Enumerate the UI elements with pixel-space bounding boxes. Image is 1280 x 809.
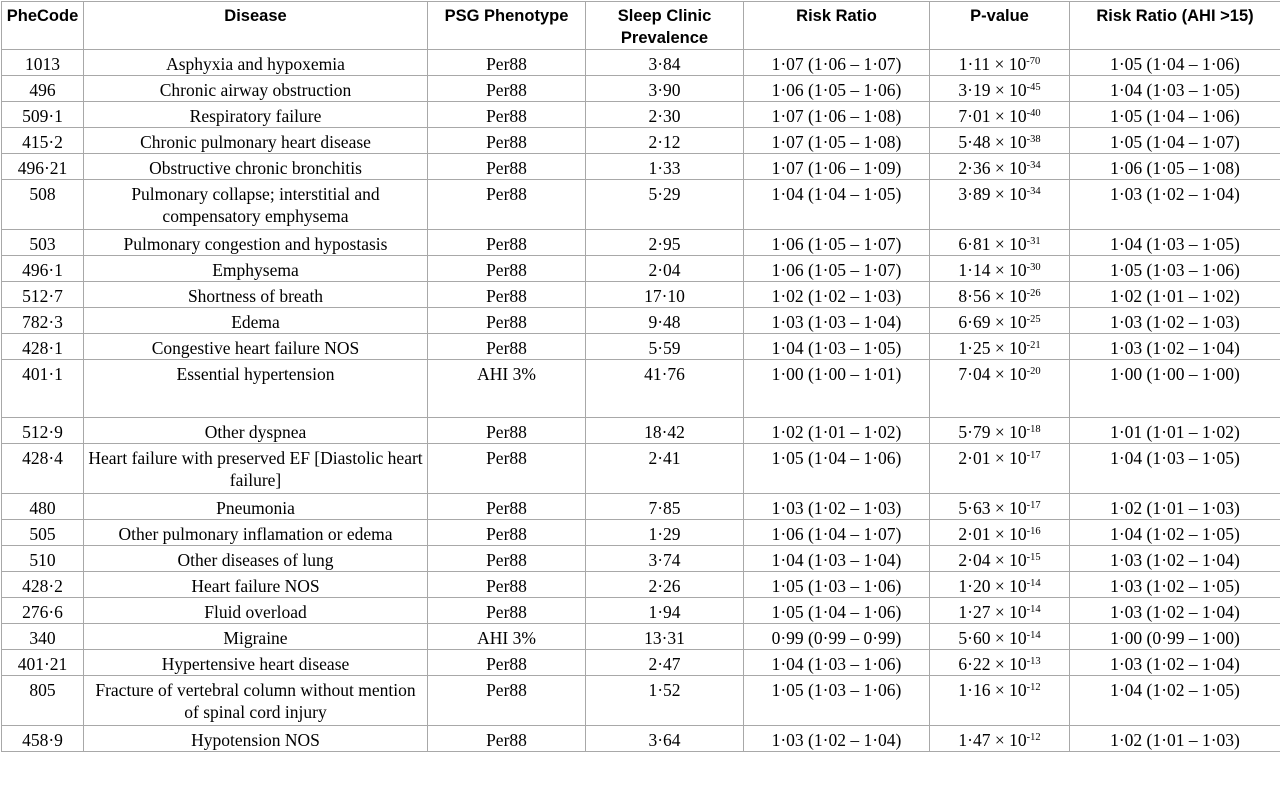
p-value-exponent: -45 bbox=[1027, 82, 1041, 93]
p-value-exponent: -40 bbox=[1027, 108, 1041, 119]
p-value-mantissa: 6·22 × 10 bbox=[958, 654, 1026, 674]
cell-risk-ratio-ahi15: 1·04 (1·03 – 1·05) bbox=[1070, 444, 1280, 494]
cell-risk-ratio-ahi15: 1·03 (1·02 – 1·03) bbox=[1070, 308, 1280, 334]
cell-psg-phenotype: Per88 bbox=[428, 572, 586, 598]
cell-phecode: 496 bbox=[2, 76, 84, 102]
cell-psg-phenotype: Per88 bbox=[428, 308, 586, 334]
cell-phecode: 458·9 bbox=[2, 726, 84, 752]
p-value-exponent: -14 bbox=[1027, 578, 1041, 589]
p-value-exponent: -31 bbox=[1027, 236, 1041, 247]
cell-risk-ratio: 1·06 (1·05 – 1·07) bbox=[744, 230, 930, 256]
cell-risk-ratio-ahi15: 1·03 (1·02 – 1·05) bbox=[1070, 572, 1280, 598]
cell-risk-ratio-ahi15: 1·02 (1·01 – 1·03) bbox=[1070, 494, 1280, 520]
cell-risk-ratio-ahi15: 1·03 (1·02 – 1·04) bbox=[1070, 334, 1280, 360]
cell-disease: Other pulmonary inflamation or edema bbox=[84, 520, 428, 546]
p-value-exponent: -38 bbox=[1027, 134, 1041, 145]
cell-risk-ratio-ahi15: 1·05 (1·03 – 1·06) bbox=[1070, 256, 1280, 282]
cell-risk-ratio: 1·06 (1·04 – 1·07) bbox=[744, 520, 930, 546]
p-value-mantissa: 5·63 × 10 bbox=[958, 498, 1026, 518]
cell-prevalence: 3·84 bbox=[586, 50, 744, 76]
table-row bbox=[2, 282, 1280, 308]
col-header-phecode: PheCode bbox=[2, 2, 84, 50]
cell-disease: Asphyxia and hypoxemia bbox=[84, 50, 428, 76]
cell-phecode: 805 bbox=[2, 676, 84, 726]
cell-risk-ratio: 1·06 (1·05 – 1·06) bbox=[744, 76, 930, 102]
cell-risk-ratio-ahi15: 1·03 (1·02 – 1·04) bbox=[1070, 546, 1280, 572]
cell-risk-ratio: 1·03 (1·02 – 1·03) bbox=[744, 494, 930, 520]
cell-disease: Essential hypertension bbox=[84, 360, 428, 418]
p-value-mantissa: 6·81 × 10 bbox=[958, 234, 1026, 254]
table-row bbox=[2, 598, 1280, 624]
cell-prevalence: 3·90 bbox=[586, 76, 744, 102]
cell-phecode: 428·2 bbox=[2, 572, 84, 598]
cell-disease: Hypertensive heart disease bbox=[84, 650, 428, 676]
cell-risk-ratio-ahi15: 1·03 (1·02 – 1·04) bbox=[1070, 650, 1280, 676]
cell-psg-phenotype: Per88 bbox=[428, 50, 586, 76]
cell-phecode: 480 bbox=[2, 494, 84, 520]
table-row bbox=[2, 308, 1280, 334]
table-row bbox=[2, 726, 1280, 752]
cell-risk-ratio: 1·02 (1·01 – 1·02) bbox=[744, 418, 930, 444]
cell-p-value bbox=[930, 180, 1070, 230]
p-value-mantissa: 1·47 × 10 bbox=[958, 730, 1026, 750]
cell-disease: Congestive heart failure NOS bbox=[84, 334, 428, 360]
cell-disease: Other diseases of lung bbox=[84, 546, 428, 572]
cell-psg-phenotype: Per88 bbox=[428, 444, 586, 494]
cell-risk-ratio-ahi15: 1·02 (1·01 – 1·02) bbox=[1070, 282, 1280, 308]
col-header-risk-ratio: Risk Ratio bbox=[744, 2, 930, 50]
table-row bbox=[2, 444, 1280, 494]
cell-psg-phenotype: Per88 bbox=[428, 282, 586, 308]
cell-phecode: 512·9 bbox=[2, 418, 84, 444]
p-value-exponent: -14 bbox=[1027, 630, 1041, 641]
cell-phecode: 503 bbox=[2, 230, 84, 256]
cell-disease: Respiratory failure bbox=[84, 102, 428, 128]
cell-psg-phenotype: Per88 bbox=[428, 128, 586, 154]
table-row bbox=[2, 230, 1280, 256]
cell-psg-phenotype: Per88 bbox=[428, 650, 586, 676]
p-value-mantissa: 1·20 × 10 bbox=[958, 576, 1026, 596]
cell-risk-ratio: 1·05 (1·03 – 1·06) bbox=[744, 676, 930, 726]
p-value-mantissa: 7·01 × 10 bbox=[958, 106, 1026, 126]
cell-p-value bbox=[930, 128, 1070, 154]
cell-prevalence: 2·26 bbox=[586, 572, 744, 598]
cell-risk-ratio: 1·04 (1·03 – 1·05) bbox=[744, 334, 930, 360]
cell-phecode: 401·1 bbox=[2, 360, 84, 418]
cell-psg-phenotype: AHI 3% bbox=[428, 360, 586, 418]
table-row bbox=[2, 334, 1280, 360]
p-value-mantissa: 2·36 × 10 bbox=[958, 158, 1026, 178]
cell-risk-ratio-ahi15: 1·04 (1·03 – 1·05) bbox=[1070, 76, 1280, 102]
table-row bbox=[2, 624, 1280, 650]
cell-disease: Hypotension NOS bbox=[84, 726, 428, 752]
p-value-exponent: -13 bbox=[1027, 656, 1041, 667]
col-header-p-value: P-value bbox=[930, 2, 1070, 50]
cell-disease: Fracture of vertebral column without mention of spinal cord injury bbox=[84, 676, 428, 726]
cell-risk-ratio-ahi15: 1·04 (1·02 – 1·05) bbox=[1070, 520, 1280, 546]
cell-risk-ratio: 1·00 (1·00 – 1·01) bbox=[744, 360, 930, 418]
cell-phecode: 508 bbox=[2, 180, 84, 230]
cell-prevalence: 2·12 bbox=[586, 128, 744, 154]
cell-disease: Other dyspnea bbox=[84, 418, 428, 444]
p-value-mantissa: 6·69 × 10 bbox=[958, 312, 1026, 332]
p-value-mantissa: 1·11 × 10 bbox=[959, 54, 1027, 74]
cell-psg-phenotype: Per88 bbox=[428, 102, 586, 128]
cell-risk-ratio-ahi15: 1·05 (1·04 – 1·07) bbox=[1070, 128, 1280, 154]
cell-phecode: 505 bbox=[2, 520, 84, 546]
cell-risk-ratio: 1·07 (1·06 – 1·08) bbox=[744, 102, 930, 128]
cell-risk-ratio: 1·04 (1·03 – 1·06) bbox=[744, 650, 930, 676]
cell-risk-ratio: 1·07 (1·05 – 1·08) bbox=[744, 128, 930, 154]
cell-risk-ratio: 1·05 (1·04 – 1·06) bbox=[744, 598, 930, 624]
cell-risk-ratio: 1·03 (1·03 – 1·04) bbox=[744, 308, 930, 334]
cell-disease: Obstructive chronic bronchitis bbox=[84, 154, 428, 180]
cell-phecode: 415·2 bbox=[2, 128, 84, 154]
cell-p-value bbox=[930, 624, 1070, 650]
p-value-exponent: -70 bbox=[1026, 56, 1040, 67]
cell-disease: Pneumonia bbox=[84, 494, 428, 520]
p-value-exponent: -34 bbox=[1027, 160, 1041, 171]
cell-prevalence: 1·29 bbox=[586, 520, 744, 546]
cell-p-value bbox=[930, 230, 1070, 256]
cell-risk-ratio: 1·04 (1·03 – 1·04) bbox=[744, 546, 930, 572]
results-table bbox=[1, 1, 1280, 752]
cell-p-value bbox=[930, 598, 1070, 624]
table-row bbox=[2, 546, 1280, 572]
p-value-exponent: -17 bbox=[1027, 450, 1041, 461]
header-row bbox=[2, 2, 1280, 50]
p-value-exponent: -26 bbox=[1027, 288, 1041, 299]
cell-phecode: 496·1 bbox=[2, 256, 84, 282]
col-header-prevalence: Sleep Clinic Prevalence bbox=[586, 2, 744, 50]
cell-prevalence: 3·64 bbox=[586, 726, 744, 752]
p-value-mantissa: 5·48 × 10 bbox=[958, 132, 1026, 152]
p-value-exponent: -14 bbox=[1027, 604, 1041, 615]
cell-prevalence: 2·47 bbox=[586, 650, 744, 676]
cell-risk-ratio: 1·06 (1·05 – 1·07) bbox=[744, 256, 930, 282]
cell-risk-ratio: 1·02 (1·02 – 1·03) bbox=[744, 282, 930, 308]
col-header-disease: Disease bbox=[84, 2, 428, 50]
p-value-mantissa: 3·89 × 10 bbox=[958, 184, 1026, 204]
cell-psg-phenotype: Per88 bbox=[428, 598, 586, 624]
cell-p-value bbox=[930, 334, 1070, 360]
cell-risk-ratio: 1·03 (1·02 – 1·04) bbox=[744, 726, 930, 752]
cell-psg-phenotype: Per88 bbox=[428, 418, 586, 444]
cell-phecode: 276·6 bbox=[2, 598, 84, 624]
cell-prevalence: 1·52 bbox=[586, 676, 744, 726]
cell-p-value bbox=[930, 418, 1070, 444]
p-value-exponent: -12 bbox=[1027, 732, 1041, 743]
table-row bbox=[2, 154, 1280, 180]
cell-risk-ratio: 1·05 (1·03 – 1·06) bbox=[744, 572, 930, 598]
table-row bbox=[2, 520, 1280, 546]
cell-risk-ratio-ahi15: 1·02 (1·01 – 1·03) bbox=[1070, 726, 1280, 752]
cell-p-value bbox=[930, 572, 1070, 598]
p-value-mantissa: 5·60 × 10 bbox=[958, 628, 1026, 648]
cell-prevalence: 13·31 bbox=[586, 624, 744, 650]
cell-psg-phenotype: Per88 bbox=[428, 494, 586, 520]
cell-prevalence: 2·95 bbox=[586, 230, 744, 256]
p-value-exponent: -34 bbox=[1027, 186, 1041, 197]
cell-psg-phenotype: Per88 bbox=[428, 76, 586, 102]
cell-p-value bbox=[930, 546, 1070, 572]
cell-prevalence: 18·42 bbox=[586, 418, 744, 444]
cell-disease: Shortness of breath bbox=[84, 282, 428, 308]
cell-disease: Edema bbox=[84, 308, 428, 334]
cell-p-value bbox=[930, 726, 1070, 752]
cell-p-value bbox=[930, 282, 1070, 308]
cell-phecode: 510 bbox=[2, 546, 84, 572]
p-value-exponent: -21 bbox=[1027, 340, 1041, 351]
cell-risk-ratio-ahi15: 1·05 (1·04 – 1·06) bbox=[1070, 50, 1280, 76]
cell-p-value bbox=[930, 650, 1070, 676]
cell-p-value bbox=[930, 520, 1070, 546]
cell-phecode: 428·4 bbox=[2, 444, 84, 494]
cell-p-value bbox=[930, 50, 1070, 76]
cell-risk-ratio-ahi15: 1·03 (1·02 – 1·04) bbox=[1070, 598, 1280, 624]
cell-prevalence: 5·59 bbox=[586, 334, 744, 360]
cell-prevalence: 2·04 bbox=[586, 256, 744, 282]
p-value-mantissa: 1·27 × 10 bbox=[958, 602, 1026, 622]
table-row bbox=[2, 76, 1280, 102]
p-value-exponent: -12 bbox=[1027, 682, 1041, 693]
cell-disease: Pulmonary congestion and hypostasis bbox=[84, 230, 428, 256]
cell-risk-ratio-ahi15: 1·05 (1·04 – 1·06) bbox=[1070, 102, 1280, 128]
col-header-risk-ratio-ahi15: Risk Ratio (AHI >15) bbox=[1070, 2, 1280, 50]
table-row bbox=[2, 180, 1280, 230]
cell-phecode: 340 bbox=[2, 624, 84, 650]
p-value-mantissa: 3·19 × 10 bbox=[958, 80, 1026, 100]
cell-disease: Heart failure with preserved EF [Diastolic heart failure] bbox=[84, 444, 428, 494]
cell-psg-phenotype: Per88 bbox=[428, 520, 586, 546]
cell-p-value bbox=[930, 444, 1070, 494]
table-row bbox=[2, 128, 1280, 154]
table-row bbox=[2, 572, 1280, 598]
p-value-exponent: -15 bbox=[1027, 552, 1041, 563]
cell-risk-ratio: 1·04 (1·04 – 1·05) bbox=[744, 180, 930, 230]
cell-prevalence: 2·30 bbox=[586, 102, 744, 128]
cell-psg-phenotype: Per88 bbox=[428, 334, 586, 360]
cell-p-value bbox=[930, 76, 1070, 102]
cell-risk-ratio-ahi15: 1·04 (1·02 – 1·05) bbox=[1070, 676, 1280, 726]
cell-prevalence: 5·29 bbox=[586, 180, 744, 230]
cell-disease: Pulmonary collapse; interstitial and compensatory emphysema bbox=[84, 180, 428, 230]
cell-phecode: 782·3 bbox=[2, 308, 84, 334]
cell-risk-ratio-ahi15: 1·03 (1·02 – 1·04) bbox=[1070, 180, 1280, 230]
cell-prevalence: 7·85 bbox=[586, 494, 744, 520]
p-value-mantissa: 5·79 × 10 bbox=[958, 422, 1026, 442]
cell-risk-ratio-ahi15: 1·00 (1·00 – 1·00) bbox=[1070, 360, 1280, 418]
cell-psg-phenotype: Per88 bbox=[428, 154, 586, 180]
cell-risk-ratio: 1·05 (1·04 – 1·06) bbox=[744, 444, 930, 494]
cell-p-value bbox=[930, 308, 1070, 334]
p-value-exponent: -17 bbox=[1027, 500, 1041, 511]
cell-prevalence: 9·48 bbox=[586, 308, 744, 334]
cell-risk-ratio-ahi15: 1·01 (1·01 – 1·02) bbox=[1070, 418, 1280, 444]
p-value-mantissa: 2·01 × 10 bbox=[958, 448, 1026, 468]
cell-disease: Emphysema bbox=[84, 256, 428, 282]
table-body bbox=[2, 50, 1280, 752]
cell-psg-phenotype: Per88 bbox=[428, 180, 586, 230]
cell-prevalence: 2·41 bbox=[586, 444, 744, 494]
cell-p-value bbox=[930, 360, 1070, 418]
table-row bbox=[2, 360, 1280, 418]
p-value-exponent: -30 bbox=[1027, 262, 1041, 273]
cell-risk-ratio-ahi15: 1·06 (1·05 – 1·08) bbox=[1070, 154, 1280, 180]
p-value-exponent: -18 bbox=[1027, 424, 1041, 435]
cell-prevalence: 3·74 bbox=[586, 546, 744, 572]
cell-psg-phenotype: Per88 bbox=[428, 256, 586, 282]
cell-p-value bbox=[930, 494, 1070, 520]
cell-phecode: 509·1 bbox=[2, 102, 84, 128]
cell-psg-phenotype: Per88 bbox=[428, 726, 586, 752]
cell-prevalence: 1·94 bbox=[586, 598, 744, 624]
cell-risk-ratio: 0·99 (0·99 – 0·99) bbox=[744, 624, 930, 650]
cell-risk-ratio: 1·07 (1·06 – 1·07) bbox=[744, 50, 930, 76]
cell-disease: Chronic pulmonary heart disease bbox=[84, 128, 428, 154]
table-row bbox=[2, 418, 1280, 444]
cell-phecode: 1013 bbox=[2, 50, 84, 76]
cell-risk-ratio-ahi15: 1·04 (1·03 – 1·05) bbox=[1070, 230, 1280, 256]
p-value-mantissa: 1·14 × 10 bbox=[958, 260, 1026, 280]
cell-disease: Migraine bbox=[84, 624, 428, 650]
cell-disease: Fluid overload bbox=[84, 598, 428, 624]
p-value-mantissa: 8·56 × 10 bbox=[958, 286, 1026, 306]
p-value-mantissa: 1·25 × 10 bbox=[958, 338, 1026, 358]
cell-psg-phenotype: Per88 bbox=[428, 546, 586, 572]
cell-p-value bbox=[930, 154, 1070, 180]
cell-risk-ratio: 1·07 (1·06 – 1·09) bbox=[744, 154, 930, 180]
table-row bbox=[2, 676, 1280, 726]
table-row bbox=[2, 102, 1280, 128]
table-row bbox=[2, 494, 1280, 520]
cell-phecode: 512·7 bbox=[2, 282, 84, 308]
p-value-mantissa: 7·04 × 10 bbox=[958, 364, 1026, 384]
p-value-exponent: -25 bbox=[1027, 314, 1041, 325]
p-value-exponent: -20 bbox=[1027, 366, 1041, 377]
cell-phecode: 401·21 bbox=[2, 650, 84, 676]
cell-disease: Chronic airway obstruction bbox=[84, 76, 428, 102]
table-row bbox=[2, 256, 1280, 282]
p-value-mantissa: 2·04 × 10 bbox=[958, 550, 1026, 570]
cell-prevalence: 17·10 bbox=[586, 282, 744, 308]
p-value-mantissa: 1·16 × 10 bbox=[958, 680, 1026, 700]
p-value-exponent: -16 bbox=[1027, 526, 1041, 537]
table-row bbox=[2, 650, 1280, 676]
cell-p-value bbox=[930, 102, 1070, 128]
cell-p-value bbox=[930, 256, 1070, 282]
p-value-mantissa: 2·01 × 10 bbox=[958, 524, 1026, 544]
table-row bbox=[2, 50, 1280, 76]
cell-phecode: 428·1 bbox=[2, 334, 84, 360]
cell-disease: Heart failure NOS bbox=[84, 572, 428, 598]
cell-psg-phenotype: AHI 3% bbox=[428, 624, 586, 650]
cell-risk-ratio-ahi15: 1·00 (0·99 – 1·00) bbox=[1070, 624, 1280, 650]
cell-psg-phenotype: Per88 bbox=[428, 230, 586, 256]
col-header-psg-phenotype: PSG Phenotype bbox=[428, 2, 586, 50]
cell-prevalence: 1·33 bbox=[586, 154, 744, 180]
cell-prevalence: 41·76 bbox=[586, 360, 744, 418]
cell-phecode: 496·21 bbox=[2, 154, 84, 180]
cell-psg-phenotype: Per88 bbox=[428, 676, 586, 726]
cell-p-value bbox=[930, 676, 1070, 726]
